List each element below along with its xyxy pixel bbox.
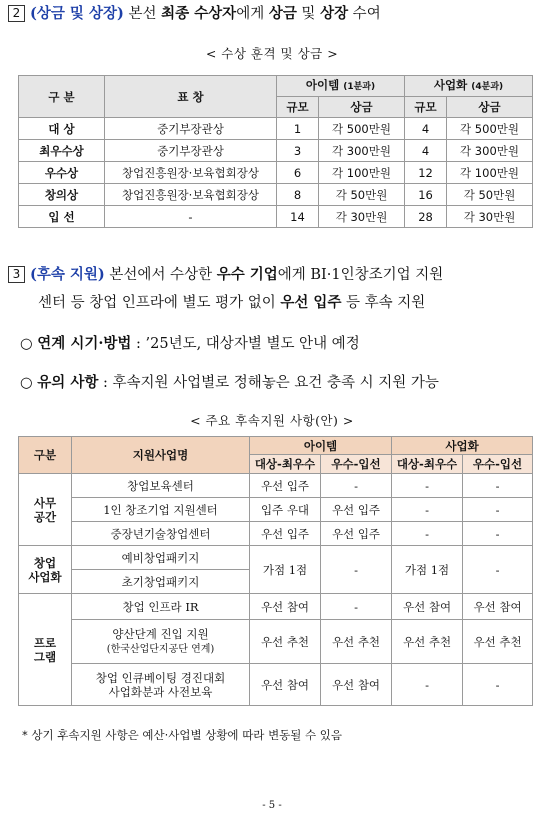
table-row xyxy=(19,620,533,664)
program-name: 양산단계 진입 지원 (한국산업단지공단 연계) xyxy=(72,620,250,664)
award-category: 창의상 xyxy=(19,184,105,206)
support-table-caption: < 주요 후속지원 사항(안) > xyxy=(190,413,354,428)
award-category: 최우수상 xyxy=(19,140,105,162)
heading-text: 본선 xyxy=(123,6,162,22)
award-category: 입 선 xyxy=(19,206,105,228)
program-name: 창업 인프라 IR xyxy=(72,594,250,620)
table-row xyxy=(19,498,533,522)
award-category: 대 상 xyxy=(19,118,105,140)
bullet-text: : 후속지원 사업별로 정해놓은 요건 충족 시 지원 가능 xyxy=(98,375,439,391)
heading-text: 수여 xyxy=(348,6,381,22)
heading-text: 및 xyxy=(296,6,321,22)
heading-emphasis: 상금 xyxy=(268,5,297,22)
award-plaque: - xyxy=(105,206,277,228)
biz-top-cell: - xyxy=(392,522,463,546)
biz-prize: 각 500만원 xyxy=(447,118,533,140)
col-header-prize: 상금 xyxy=(319,97,405,118)
bullet-item xyxy=(20,373,439,393)
item-top-cell: 가점 1점 xyxy=(250,546,321,594)
program-name: 창업보육센터 xyxy=(72,474,250,498)
item-excellent-cell: 우선 참여 xyxy=(321,664,392,706)
item-excellent-cell: - xyxy=(321,594,392,620)
heading-text: 등 후속 지원 xyxy=(341,295,426,311)
heading-emphasis: 우선 입주 xyxy=(280,294,342,311)
biz-scale: 4 xyxy=(405,140,447,162)
biz-top-cell: - xyxy=(392,498,463,522)
col-header-scale: 규모 xyxy=(277,97,319,118)
group-startup-commercialization: 창업 사업화 xyxy=(19,546,72,594)
bullet-mark: ○ xyxy=(20,336,33,352)
bullet-text: : ’25년도, 대상자별 별도 안내 예정 xyxy=(131,336,360,352)
program-name: 예비창업패키지 xyxy=(72,546,250,570)
table-row xyxy=(19,206,533,228)
biz-scale: 12 xyxy=(405,162,447,184)
award-table xyxy=(18,75,533,228)
biz-prize: 각 30만원 xyxy=(447,206,533,228)
col-header-scale: 규모 xyxy=(405,97,447,118)
col-header-biz: 사업화 (4분과) xyxy=(405,76,533,97)
table-row xyxy=(19,162,533,184)
biz-excellent-cell: - xyxy=(463,474,533,498)
page-number: - 5 - xyxy=(262,800,282,811)
program-name: 중장년기술창업센터 xyxy=(72,522,250,546)
item-excellent-cell: 우선 입주 xyxy=(321,498,392,522)
biz-excellent-cell: - xyxy=(463,546,533,594)
group-program: 프로 그램 xyxy=(19,594,72,706)
biz-top-cell: - xyxy=(392,474,463,498)
footnote: * 상기 후속지원 사항은 예산·사업별 상황에 따라 변동될 수 있음 xyxy=(22,728,343,742)
item-top-cell: 우선 입주 xyxy=(250,522,321,546)
section-3-heading xyxy=(8,265,443,285)
section-3-title: (후속 지원) xyxy=(30,266,105,283)
col-header-excellent: 우수-입선 xyxy=(321,455,392,474)
award-category: 우수상 xyxy=(19,162,105,184)
table-row xyxy=(19,140,533,162)
group-office-space: 사무 공간 xyxy=(19,474,72,546)
section-2-heading xyxy=(8,4,381,24)
item-scale: 8 xyxy=(277,184,319,206)
col-header-plaque: 표 창 xyxy=(105,76,277,118)
support-table xyxy=(18,436,533,706)
award-plaque: 중기부장관상 xyxy=(105,140,277,162)
program-name: 초기창업패키지 xyxy=(72,570,250,594)
biz-top-cell: - xyxy=(392,664,463,706)
biz-excellent-cell: - xyxy=(463,664,533,706)
item-scale: 14 xyxy=(277,206,319,228)
item-prize: 각 100만원 xyxy=(319,162,405,184)
bullet-mark: ○ xyxy=(20,375,33,391)
table-row xyxy=(19,594,533,620)
col-header-item: 아이템 (1분과) xyxy=(277,76,405,97)
col-header-excellent: 우수-입선 xyxy=(463,455,533,474)
biz-prize: 각 100만원 xyxy=(447,162,533,184)
program-note: (한국산업단지공단 연계) xyxy=(106,643,215,655)
section-number-box: 2 xyxy=(8,5,25,22)
section-2-title: (상금 및 상장) xyxy=(30,5,124,22)
item-excellent-cell: 우선 입주 xyxy=(321,522,392,546)
col-header-top: 대상-최우수 xyxy=(250,455,321,474)
award-table-caption: < 수상 훈격 및 상금 > xyxy=(205,46,339,61)
col-header-prize: 상금 xyxy=(447,97,533,118)
table-row xyxy=(19,546,533,570)
table-row xyxy=(19,474,533,498)
section-3-heading-line2 xyxy=(38,293,425,313)
item-top-cell: 우선 입주 xyxy=(250,474,321,498)
col-header-item: 아이템 xyxy=(250,437,392,455)
biz-top-cell: 가점 1점 xyxy=(392,546,463,594)
col-header-biz: 사업화 xyxy=(392,437,533,455)
program-name: 창업 인큐베이팅 경진대회 사업화분과 사전보육 xyxy=(72,664,250,706)
heading-text: 본선에서 수상한 xyxy=(104,267,217,283)
biz-top-cell: 우선 참여 xyxy=(392,594,463,620)
item-excellent-cell: 우선 추천 xyxy=(321,620,392,664)
table-row xyxy=(19,118,533,140)
item-scale: 6 xyxy=(277,162,319,184)
award-plaque: 창업진흥원장·보육협회장상 xyxy=(105,184,277,206)
biz-excellent-cell: 우선 추천 xyxy=(463,620,533,664)
biz-scale: 4 xyxy=(405,118,447,140)
biz-prize: 각 300만원 xyxy=(447,140,533,162)
item-prize: 각 300만원 xyxy=(319,140,405,162)
table-row xyxy=(19,184,533,206)
biz-scale: 28 xyxy=(405,206,447,228)
heading-text: 센터 등 창업 인프라에 별도 평가 없이 xyxy=(38,295,281,311)
col-header-top: 대상-최우수 xyxy=(392,455,463,474)
item-top-cell: 우선 추천 xyxy=(250,620,321,664)
heading-emphasis: 상장 xyxy=(320,5,349,22)
table-row xyxy=(19,664,533,706)
biz-prize: 각 50만원 xyxy=(447,184,533,206)
item-excellent-cell: - xyxy=(321,546,392,594)
item-prize: 각 500만원 xyxy=(319,118,405,140)
item-prize: 각 50만원 xyxy=(319,184,405,206)
bullet-label: 유의 사항 xyxy=(37,374,99,391)
award-plaque: 창업진흥원장·보육협회장상 xyxy=(105,162,277,184)
item-scale: 3 xyxy=(277,140,319,162)
col-header-program: 지원사업명 xyxy=(72,437,250,474)
biz-top-cell: 우선 추천 xyxy=(392,620,463,664)
biz-excellent-cell: - xyxy=(463,522,533,546)
biz-scale: 16 xyxy=(405,184,447,206)
item-top-cell: 우선 참여 xyxy=(250,664,321,706)
item-prize: 각 30만원 xyxy=(319,206,405,228)
col-header-category: 구 분 xyxy=(19,76,105,118)
heading-text: 에게 xyxy=(236,6,269,22)
col-header-category: 구분 xyxy=(19,437,72,474)
heading-emphasis: 최종 수상자 xyxy=(161,5,237,22)
biz-excellent-cell: - xyxy=(463,498,533,522)
table-row xyxy=(19,522,533,546)
section-number-box: 3 xyxy=(8,266,25,283)
biz-excellent-cell: 우선 참여 xyxy=(463,594,533,620)
bullet-item xyxy=(20,334,360,354)
item-top-cell: 우선 참여 xyxy=(250,594,321,620)
program-name: 1인 창조기업 지원센터 xyxy=(72,498,250,522)
heading-text: 에게 BI·1인창조기업 지원 xyxy=(277,267,444,283)
item-scale: 1 xyxy=(277,118,319,140)
heading-emphasis: 우수 기업 xyxy=(216,266,278,283)
bullet-label: 연계 시기·방법 xyxy=(37,335,132,352)
item-top-cell: 입주 우대 xyxy=(250,498,321,522)
award-plaque: 중기부장관상 xyxy=(105,118,277,140)
item-excellent-cell: - xyxy=(321,474,392,498)
